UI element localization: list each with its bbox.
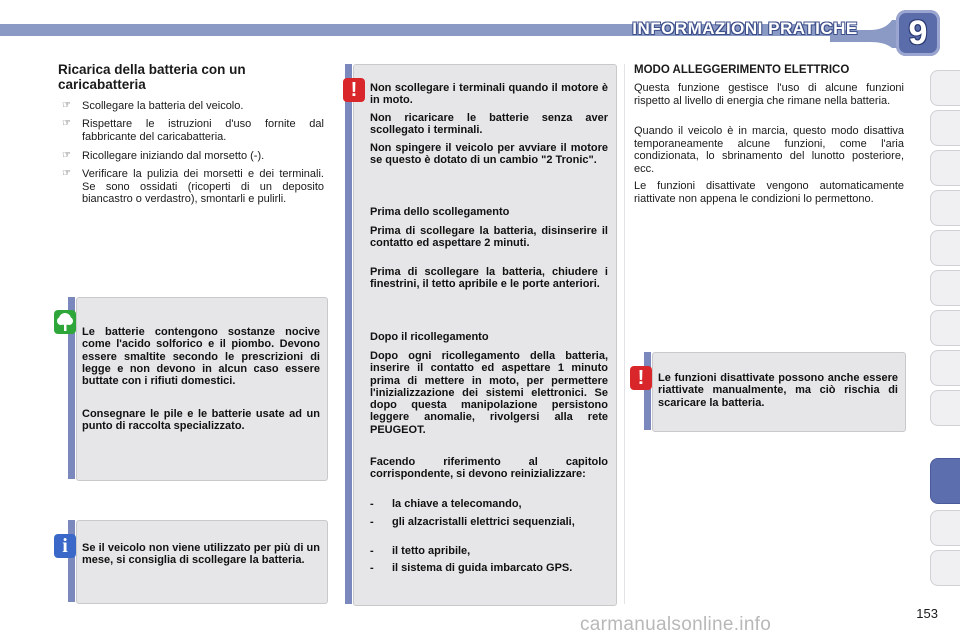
warn-heading-after: Dopo il ricollegamento [370, 331, 489, 343]
bullet-text: Rispettare le istruzioni d'uso fornite dal fabbricante del caricabatteria. [82, 118, 324, 143]
right-paragraph-1: Questa funzione gestisce l'uso di alcune funzioni rispetto al livello di energia che rimane nella batteria. [634, 82, 904, 107]
hand-pointer-icon: ☞ [62, 168, 71, 179]
bullet-item [62, 100, 324, 113]
chapter-tab-11[interactable] [930, 510, 960, 546]
warn-paragraph-5: Prima di scollegare la batteria, chiudere i finestrini, il tetto apribile e le porte anteriori. [370, 266, 608, 291]
info-text: Se il veicolo non viene utilizzato per più di un mese, si consiglia di scollegare la batteria. [82, 542, 320, 567]
chapter-tab-1[interactable] [930, 70, 960, 106]
chapter-tab-2[interactable] [930, 110, 960, 146]
warn-paragraph-1: Non scollegare i terminali quando il motore è in moto. [370, 82, 608, 107]
right-paragraph-2: Quando il veicolo è in marcia, questo modo disattiva temporaneamente alcune funzioni, come l'aria condizionata, lo sbrinamento del lunotto posteriore, ecc. [634, 125, 904, 175]
bullet-text: Verificare la pulizia dei morsetti e dei terminali. Se sono ossidati (ricoperti di un deposito biancastro o verdastro), smontarli e pulirli. [82, 168, 324, 205]
hand-pointer-icon: ☞ [62, 118, 71, 129]
eco-paragraph-2: Consegnare le pile e le batterie usate ad un punto di raccolta specializzato. [82, 408, 320, 433]
chapter-tab-8[interactable] [930, 350, 960, 386]
bullet-item [62, 168, 324, 206]
bullet-text: Ricollegare iniziando dal morsetto (-). [82, 150, 265, 162]
warn-paragraph-7: Facendo riferimento al capitolo corrispondente, si devono reinizializzare: [370, 456, 608, 481]
hand-pointer-icon: ☞ [62, 100, 71, 111]
bullet-item [62, 150, 324, 163]
chapter-tab-7[interactable] [930, 310, 960, 346]
info-box-stripe [68, 520, 75, 602]
chapter-tab-6[interactable] [930, 270, 960, 306]
hand-pointer-icon: ☞ [62, 150, 71, 161]
chapter-tab-9[interactable] [930, 390, 960, 426]
section-title: INFORMAZIONI PRATICHE [632, 19, 858, 38]
warn-heading-before: Prima dello scollegamento [370, 206, 510, 218]
bullet-text: Scollegare la batteria del veicolo. [82, 100, 244, 112]
chapter-tab-4[interactable] [930, 190, 960, 226]
warn-box-stripe [345, 64, 352, 604]
list-dash: - [370, 562, 374, 574]
chapter-tab-3[interactable] [930, 150, 960, 186]
battery-charge-title: Ricarica della batteria con un caricabatteria [58, 62, 246, 92]
warn-paragraph-4: Prima di scollegare la batteria, disinserire il contatto ed aspettare 2 minuti. [370, 225, 608, 250]
right-warn-stripe [644, 352, 651, 430]
eco-box [76, 297, 328, 481]
tree-icon [54, 310, 76, 334]
watermark: carmanualsonline.info [580, 614, 772, 635]
list-item: gli alzacristalli elettrici sequenziali, [392, 516, 575, 528]
eco-paragraph-1: Le batterie contengono sostanze nocive come l'acido solforico e il piombo. Devono essere smaltite secondo le prescrizioni di legge e non devono in alcun caso essere buttate con i rifiuti domestici. [82, 326, 320, 388]
chapter-tab-5[interactable] [930, 230, 960, 266]
chapter-number: 9 [908, 14, 928, 52]
chapter-tab-12[interactable] [930, 550, 960, 586]
list-dash: - [370, 516, 374, 528]
warn-paragraph-2: Non ricaricare le batterie senza aver scollegato i terminali. [370, 112, 608, 137]
list-item: il tetto apribile, [392, 545, 471, 557]
electric-saving-title: MODO ALLEGGERIMENTO ELETTRICO [634, 64, 850, 76]
list-item: il sistema di guida imbarcato GPS. [392, 562, 573, 574]
bullet-item [62, 118, 324, 143]
list-dash: - [370, 545, 374, 557]
right-paragraph-3: Le funzioni disattivate vengono automaticamente riattivate non appena le condizioni lo permettono. [634, 180, 904, 205]
warning-icon: ! [630, 366, 652, 390]
list-item: la chiave a telecomando, [392, 498, 522, 510]
page-number: 153 [916, 606, 938, 621]
info-icon: i [54, 534, 76, 558]
warning-icon: ! [343, 78, 365, 102]
list-dash: - [370, 498, 374, 510]
warn-paragraph-6: Dopo ogni ricollegamento della batteria, inserire il contatto ed aspettare 1 minuto prima di mettere in moto, per permettere l'inizializzazione dei sistemi elettronici. Se dopo questa manipolazione persistono leggere anomalie, rivolgersi alla rete PEUGEOT. [370, 350, 608, 436]
right-warn-text: Le funzioni disattivate possono anche essere riattivate manualmente, ma ciò rischia di scaricare la batteria. [658, 372, 898, 409]
column-divider [624, 64, 625, 604]
chapter-tab-active[interactable] [930, 458, 960, 504]
warn-paragraph-3: Non spingere il veicolo per avviare il motore se questo è dotato di un cambio "2 Tronic". [370, 142, 608, 167]
